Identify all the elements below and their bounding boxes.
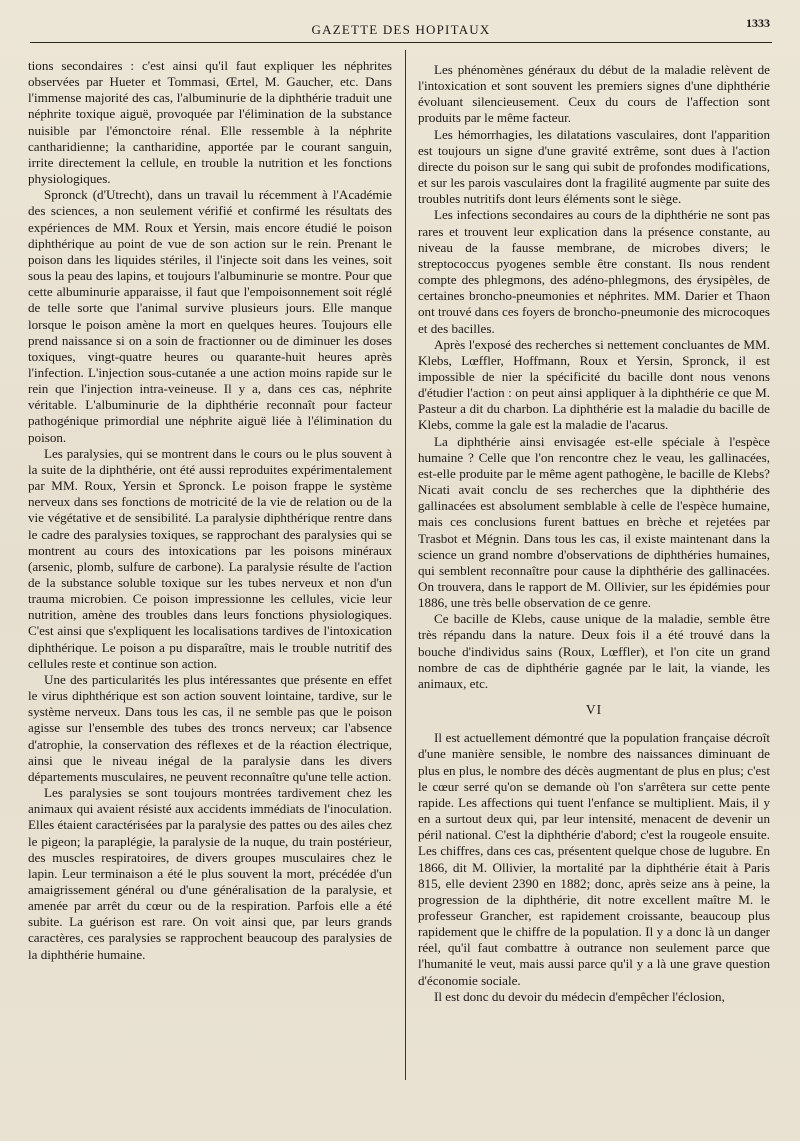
column-divider xyxy=(405,50,406,1080)
right-paragraph: Après l'exposé des recherches si nettement concluantes de MM. Klebs, Lœffler, Hoffmann, Roux et Yersin, Spronck, il est impossible de nier la spécificité du bacille dont nous venons d'étudier l'action : on peut ainsi appliquer à la diphthérie ce que M. Pasteur a dit du charbon. La diphthérie est la maladie du bacille de Klebs, comme la gale est la maladie de l'acarus. xyxy=(418,336,770,433)
left-paragraph: tions secondaires : c'est ainsi qu'il faut expliquer les néphrites observées par Hueter et Tommasi, Œrtel, M. Gaucher, etc. Dans l'immense majorité des cas, l'albuminurie de la diphthérie traduit une néphrite toxique aiguë, provoquée par l'élimination de la substance nuisible par l'émonctoire rénal. Elle ressemble à la néphrite cantharidienne; la cantharidine, apportée par le courant sanguin, irrite directement la cellule, en trouble la nutrition et les fonctions physiologiques. xyxy=(28,58,392,187)
right-paragraph: La diphthérie ainsi envisagée est-elle spéciale à l'espèce humaine ? Celle que l'on rencontre chez le veau, les gallinacées, est-elle produite par le même agent pathogène, le bacille de Klebs? Nicati avait conclu de ses recherches que la diphthérie des gallinacées est absolument semblable à celle de l'espèce humaine, mais ces conclusions furent battues en brèche et rejetées par Trasbot et Mégnin. Dans tous les cas, il existe maintenant dans la science un grand nombre d'observations de diphthéries humaines, qui semblent reconnaître pour cause la diphthérie des gallinacées. On trouvera, dans le rapport de M. Ollivier, sur les épidémies pour 1886, une très belle observation de ce genre. xyxy=(418,433,770,611)
page-number: 1333 xyxy=(746,16,770,30)
right-paragraph: Les hémorrhagies, les dilatations vasculaires, dont l'apparition est toujours un signe d'une gravité extrême, sont dues à l'action directe du poison sur le sang qui subit de profondes modifications, et sur les parois vasculaires dont la fragilité augmente par suite des troubles nutritifs dont leurs éléments sont le siège. xyxy=(418,126,770,207)
left-paragraph: Une des particularités les plus intéressantes que présente en effet le virus diphthérique est son action souvent lointaine, tardive, sur le système nerveux. Dans tous les cas, il ne semble pas que le poison agisse sur l'ensemble des tubes des troncs nerveux; car l'absence d'atrophie, la conservation des réflexes et de la réaction électrique, ainsi que le niveau inégal de la paralysie dans les divers départements musculaires, ne peuvent reconnaître qu'une telle action. xyxy=(28,671,392,784)
right-paragraph: Les phénomènes généraux du début de la maladie relèvent de l'intoxication et sont souvent les premiers signes d'une diphthérie évoluant silencieusement. Ceux du cours de l'affection sont produits par le même facteur. xyxy=(418,62,770,126)
right-column xyxy=(418,62,770,1005)
left-paragraph: Les paralysies se sont toujours montrées tardivement chez les animaux qui avaient résisté aux accidents immédiats de l'inoculation. Elles étaient caractérisées par la paralysie des pattes ou des ailes chez le pigeon; la paraplégie, la paralysie de la nuque, du train postérieur, des muscles respiratoires, de divers groupes musculaires chez le lapin. Leur terminaison a été le plus souvent la mort, précédée d'un amaigrissement général ou d'une généralisation de la paralysie, et amenée par arrêt du cœur ou de la respiration. Parfois elle a été subite. La guérison est rare. On voit ainsi que, par leurs grands caractères, ces paralysies se rapprochent beaucoup des paralysies de la diphthérie humaine. xyxy=(28,785,392,962)
left-paragraph: Spronck (d'Utrecht), dans un travail lu récemment à l'Académie des sciences, a non seulement vérifié et confirmé les résultats des expériences de MM. Roux et Yersin, mais encore étudié le poison diphthérique au point de vue de son action sur le rein. Prenant le poison dans les liquides stériles, il l'injecte soit dans les veines, soit sous la peau des lapins, et toujours l'albuminurie se montre. Pour que cette albuminurie apparaisse, il faut que l'empoisonnement soit réglé de telle sorte que l'animal survive plusieurs jours. Elle manque lorsque le poison amène la mort en quelques heures. Toujours elle prend naissance si on a soin de fractionner ou de diminuer les doses toxiques, vingt-quatre heures ou quarante-huit heures après l'infection. L'injection sous-cutanée a une action moins rapide sur le rein que l'injection intra-veineuse. Il y a, dans ces cas, néphrite véritable. L'albuminurie de la diphthérie reconnaît pour facteur pathogénique primordial une néphrite aiguë liée à l'élimination du poison. xyxy=(28,187,392,445)
right-paragraph: Il est actuellement démontré que la population française décroît d'une manière sensible, le nombre des naissances diminuant de plus en plus, le nombre des décès augmentant de plus en plus; c'est le cœur serré qu'on se demande où l'on s'arrêtera sur cette pente rapide. Les affections qui tuent l'enfance se multiplient. Mais, il y en a surtout deux qui, par leur intensité, menacent de devenir un péril national. C'est la diphthérie d'abord; c'est la rougeole ensuite. Les chiffres, dans ces cas, présentent quelque chose de lugubre. En 1866, dit M. Ollivier, la mortalité par la diphthérie était à Paris 815, elle devient 2390 en 1882; donc, après seize ans à peine, la progression de la diphthérie, dit notre excellent maître M. le professeur Grancher, est rapidement croissante, beaucoup plus rapidement que le chiffre de la population. Il y a donc là un danger réel, qu'il faut combattre à outrance non seulement parce que l'humanité le veut, mais aussi parce qu'il y a là une grave question d'économie sociale. xyxy=(418,730,770,988)
running-title: GAZETTE DES HOPITAUX xyxy=(311,22,491,37)
page-header xyxy=(30,14,772,44)
header-rule xyxy=(30,42,772,43)
left-paragraph: Les paralysies, qui se montrent dans le cours ou le plus souvent à la suite de la diphthérie, ont été aussi reproduites expérimentalement par MM. Roux, Yersin et Spronck. Le poison frappe le système nerveux dans ses fonctions de motricité de la vie de relation ou de la vie végétative et de sensibilité. La paralysie diphthérique rentre dans le cadre des paralysies toxiques, se rapprochant des paralysies qui se montrent au cours des intoxications par les poisons minéraux (arsenic, plomb, sulfure de carbone). La paralysie résulte de l'action de la substance soluble toxique sur les tubes nerveux et non d'un trauma microbien. Ce poison impressionne les cellules, vicie leur nutrition, amène des troubles dans leurs fonctions physiologiques. C'est ainsi que s'expliquent les localisations tardives de l'intoxication diphthérique. Le poison a pu disparaître, mais le trouble nutritif des cellules reste et continue son action. xyxy=(28,445,392,671)
right-paragraph: Les infections secondaires au cours de la diphthérie ne sont pas rares et trouvent leur explication dans la présence constante, au niveau de la fausse membrane, de microbes divers; le streptococcus pyogenes semble être constant. Ils nous rendent compte des phlegmons, des adéno-phlegmons, des érysipèles, de certaines broncho-pneumonies et néphrites. MM. Darier et Thaon ont trouvé dans ces foyers de broncho-pneumonie des microcoques et des bacilles. xyxy=(418,207,770,336)
left-column xyxy=(28,58,392,963)
right-paragraph: Ce bacille de Klebs, cause unique de la maladie, semble être très répandu dans la nature. Deux fois il a été trouvé dans la bouche d'individus sains (Roux, Lœffler), et l'on cite un grand nombre de cas de diphthérie gagnée par le lait, la viande, les animaux, etc. xyxy=(418,611,770,691)
section-heading: VI xyxy=(585,702,603,718)
right-paragraph: Il est donc du devoir du médecin d'empêcher l'éclosion, xyxy=(434,988,725,1004)
